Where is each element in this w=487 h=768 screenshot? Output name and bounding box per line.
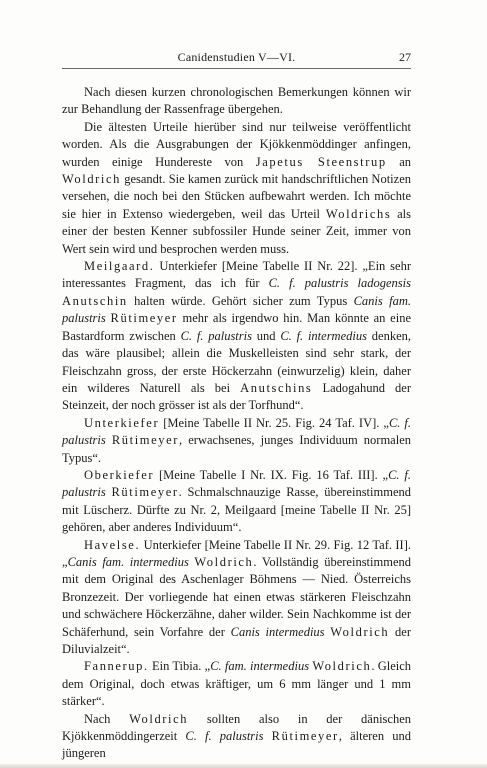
spaced-name: Rütimeyer [111,433,180,448]
spaced-name: Japetus Steenstrup [255,154,387,169]
spaced-name: Woldrich [330,624,390,639]
italic-term: C. f. intermedius [280,328,367,343]
paragraph [62,84,411,119]
spaced-name: Woldrichs [325,206,392,221]
spaced-name: Unterkiefer [84,415,160,430]
spaced-name: Woldrich [194,554,254,569]
text-run: Nach diesen kurzen chronologischen Bemerkungen können wir zur Behandlung der Rassenfrage übergehen. [62,85,411,117]
italic-term: C. f. palustris ladogensis [268,276,411,291]
spaced-name: Oberkiefer [84,467,155,482]
running-head: Canidenstudien V—VI. [177,50,296,64]
spaced-name: Anutschins [240,380,313,395]
text-run: [Meine Tabelle II Nr. 25. Fig. 24 Taf. IV]. „ [159,415,389,430]
text-run: der Diluvialzeit“. [62,624,411,656]
paragraph [62,119,411,258]
spaced-name: Rütimeyer [110,311,178,326]
page-header [62,49,411,65]
italic-term: C. f. palustris [62,467,411,500]
header-rule [62,68,411,69]
paragraph [62,258,411,415]
text-run: , älteren und jüngeren [62,729,411,761]
spaced-name: Woldrich [312,659,372,674]
text-run: an [386,154,411,169]
page-number: 27 [399,50,411,64]
spaced-name: Woldrich [62,172,122,187]
italic-term: Canis fam. intermedius [67,554,189,569]
body-text [62,84,411,763]
text-run: halten würde. Gehört sicher zum Typus [127,293,354,308]
page-bottom-edge [0,764,487,768]
spaced-name: Woldrich [129,711,189,726]
paragraph [62,415,411,467]
text-run [264,729,272,743]
spaced-name: Rütimeyer [111,485,179,500]
paragraph [62,467,411,537]
paragraph [62,537,411,659]
italic-term: Canis fam. palustris [62,293,411,326]
italic-term: C. f. palustris [62,415,411,448]
text-run: Ein Tibia. „ [148,659,211,674]
paragraph [62,711,411,763]
italic-term: C. f. palustris [185,729,264,744]
spaced-name: Havelse. [84,537,141,552]
spaced-name: Rütimeyer [271,729,339,744]
text-run: gesandt. Sie kamen zurück mit handschriftlichen Notizen versehen, die noch bei den Stücken aufbewahrt werden. Ich möchte sie hier in Extenso wiedergeben, weil das Urteil [62,172,411,221]
text-run: sollten also in der dänischen Kjökkenmöddingerzeit [62,711,411,744]
italic-term: C. f. palustris [180,328,252,343]
spaced-name: Anutschin [62,293,128,308]
text-run: . Vollständig übereinstimmend mit dem Original des Aschenlager Böhmens — Nied. Österreichs Bronzezeit. Der vorliegende hat einen etwas stärkeren Fleischzahn und schwächere Höckerzähne, daher wilder. Sein Nachkomme ist der Schäferhund, sein Vorfahre der [62,554,412,639]
text-run: mehr als irgendwo hin. Man könnte an eine Bastardform zwischen [62,311,412,343]
italic-term: C. fam. intermedius [210,659,310,674]
text-run: Nach [84,711,130,726]
italic-term: Canis intermedius [230,624,325,639]
text-run: und [251,328,281,343]
text-run: Ladogahund der Steinzeit, der noch grösser ist als der Torfhund“. [62,380,411,413]
paragraph [62,658,411,710]
text-run: , erwachsenes, junges Individuum normalen Typus“. [62,433,411,465]
spaced-name: Meilgaard. [84,259,155,274]
text-run: Unterkiefer [Meine Tabelle II Nr. 22]. „Ein sehr interessantes Fragment, das ich für [62,259,411,291]
text-run: denken, das wäre plausibel; allein die Muskelleisten sind sehr stark, der Fleischzahn gross, der erste Höckerzahn (einwurzelig) klein, daher ein wilderes Naturell als bei [62,328,411,395]
text-run: . Schmalschnauzige Rasse, übereinstimmend mit Lüscherz. Dürfte zu Nr. 2, Meilgaard [meine Tabelle II Nr. 25] gehören, aber anderes Individuum“. [62,485,411,535]
text-run: Die ältesten Urteile hierüber sind nur teilweise veröffentlicht worden. Als die Ausgrabungen der Kjökkenmöddinger anfingen, wurden einige Hundereste von [62,119,411,169]
spaced-name: Fannerup. [84,659,149,674]
text-run: Unterkiefer [Meine Tabelle II Nr. 29. Fig. 12 Taf. II]. „ [62,537,411,569]
text-run: [Meine Tabelle I Nr. IX. Fig. 16 Taf. III]. „ [154,467,389,482]
text-run: . Gleich dem Original, doch etwas kräftiger, um 6 mm länger und 1 mm stärker“. [62,659,412,709]
text-run: als einer der besten Kenner subfossiler Hunde seiner Zeit, immer von Wert sein wird und besprochen werden muss. [62,206,411,256]
